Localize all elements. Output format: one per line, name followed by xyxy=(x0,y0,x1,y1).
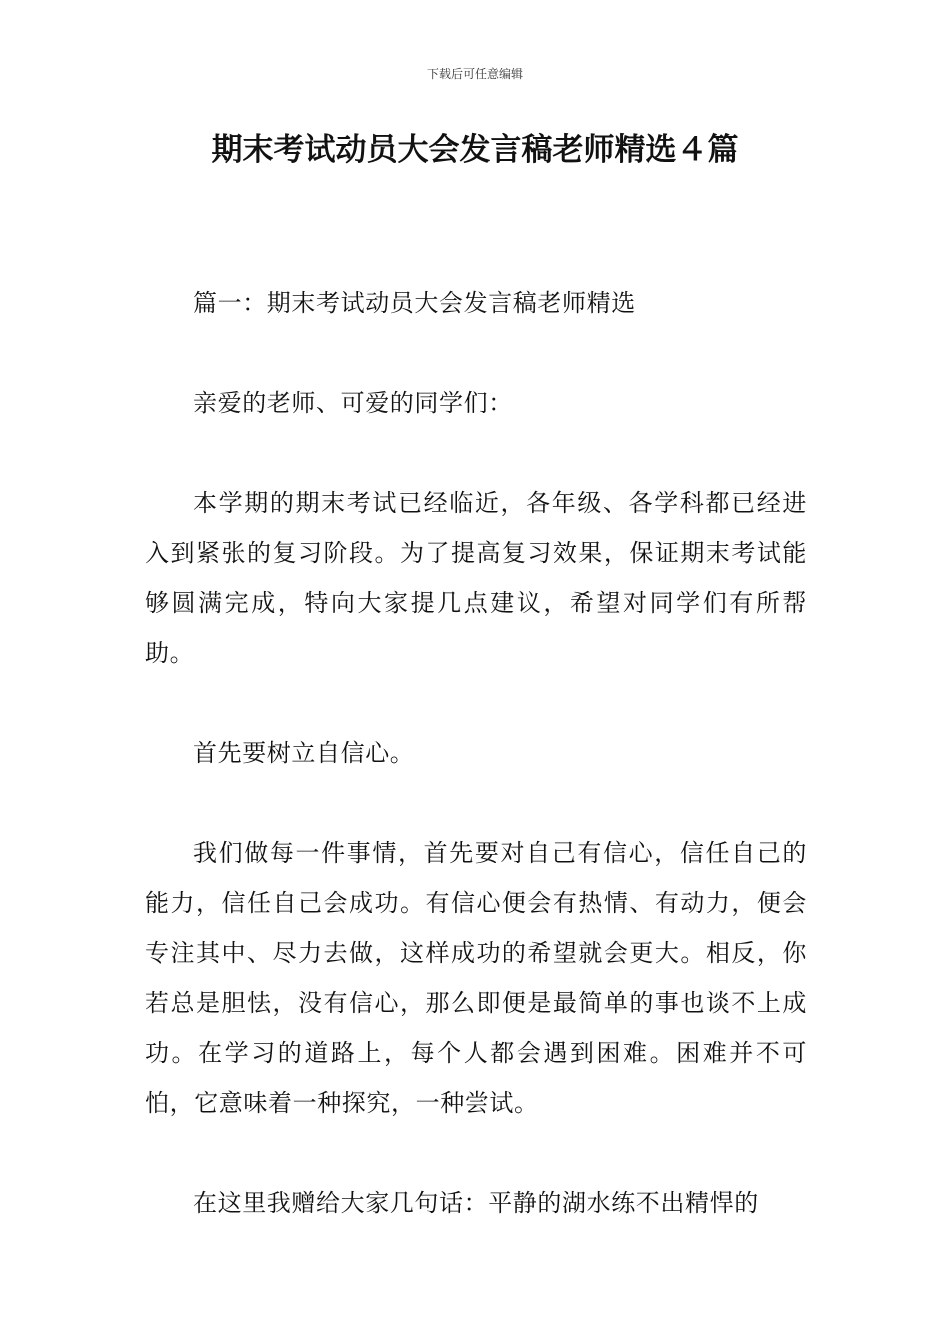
document-title: 期末考试动员大会发言稿老师精选４篇 xyxy=(211,132,739,168)
paragraph-spacer xyxy=(145,678,807,728)
body-paragraph: 本学期的期末考试已经临近，各年级、各学科都已经进入到紧张的复习阶段。为了提高复习效果，保证期末考试能够圆满完成，特向大家提几点建议，希望对同学们有所帮助。 xyxy=(145,489,807,667)
body-paragraph: 我们做每一件事情，首先要对自己有信心，信任自己的能力，信任自己会成功。有信心便会有热情、有动力，便会专注其中、尽力去做，这样成功的希望就会更大。相反，你若总是胆怯，没有信心，那么即便是最简单的事也谈不上成功。在学习的道路上，每个人都会遇到困难。困难并不可怕，它意味着一种探究，一种尝试。 xyxy=(145,839,807,1117)
salutation-paragraph: 亲爱的老师、可爱的同学们： xyxy=(193,389,513,417)
paragraph-spacer xyxy=(145,428,807,478)
paragraph-spacer xyxy=(145,328,807,378)
body-paragraph: 在这里我赠给大家几句话：平静的湖水练不出精悍的 xyxy=(193,1189,759,1217)
section-heading: 篇一：期末考试动员大会发言稿老师精选 xyxy=(193,289,636,317)
paragraph-spacer xyxy=(145,1128,807,1178)
header-note: 下载后可任意编辑 xyxy=(426,67,523,81)
paragraph-spacer xyxy=(145,778,807,828)
subheading-paragraph: 首先要树立自信心。 xyxy=(193,739,415,767)
document-body xyxy=(145,278,807,1228)
